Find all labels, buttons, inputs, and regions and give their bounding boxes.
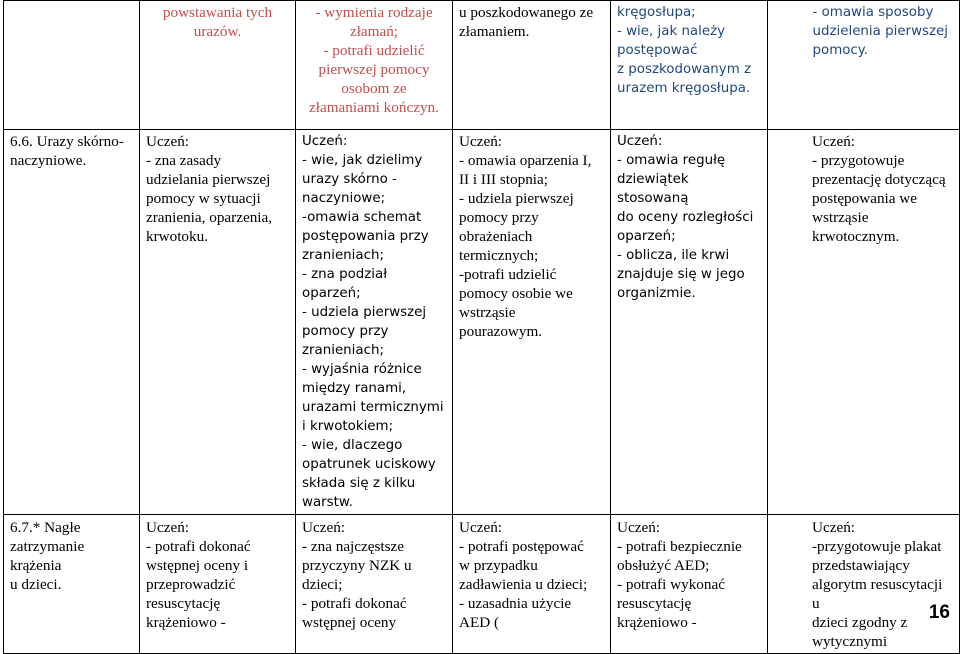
table-cell: Uczeń: - potrafi dokonać wstępnej oceny i przeprowadzić resuscytację krążeniowo -	[140, 515, 296, 654]
table-cell: - wymienia rodzaje złamań; - potrafi udzielić pierwszej pomocy osobom ze złamaniami kończyn.	[296, 1, 453, 130]
table-cell: Uczeń: - zna zasady udzielania pierwszej pomocy w sytuacji zranienia, oparzenia, krwotoku.	[140, 130, 296, 515]
table-row	[4, 515, 960, 654]
table-cell	[768, 1, 807, 130]
table-cell: Uczeń: - potrafi postępować w przypadku zadławienia u dzieci; - uzasadnia użycie AED (	[453, 515, 611, 654]
curriculum-table	[3, 0, 960, 654]
table-cell: powstawania tych urazów.	[140, 1, 296, 130]
section-title-cell: 6.6. Urazy skórno- naczyniowe.	[4, 130, 140, 515]
table-cell: Uczeń: - zna najczęstsze przyczyny NZK u dzieci; - potrafi dokonać wstępnej oceny	[296, 515, 453, 654]
table-cell: Uczeń: - potrafi bezpiecznie obsłużyć AED; - potrafi wykonać resuscytację krążeniowo -	[611, 515, 768, 654]
table-cell: kręgosłupa; - wie, jak należy postępować z poszkodowanym z urazem kręgosłupa.	[611, 1, 768, 130]
table-cell: Uczeń: -przygotowuje plakat przedstawiający algorytm resuscytacji u dzieci zgodny z wytycznymi	[768, 515, 960, 654]
table-cell: u poszkodowanego ze złamaniem.	[453, 1, 611, 130]
table-row	[4, 130, 960, 515]
table-cell: Uczeń: - wie, jak dzielimy urazy skórno - naczyniowe; -omawia schemat postępowania przy zranieniach; - zna podział oparzeń; - udziela pierwszej pomocy przy zranieniach; - wyjaśnia różnice między ranami, urazami termicznymi i krwotokiem; - wie, dlaczego opatrunek uciskowy składa się z kilku warstw.	[296, 130, 453, 515]
table-cell: Uczeń: - omawia oparzenia I, II i III stopnia; - udziela pierwszej pomocy przy obrażeniach termicznych; -potrafi udzielić pomocy osobie we wstrząsie pourazowym.	[453, 130, 611, 515]
table-cell	[4, 1, 140, 130]
page-number: 16	[928, 602, 950, 623]
table-cell: Uczeń: - przygotowuje prezentację dotyczącą postępowania we wstrząsie krwotocznym.	[768, 130, 960, 515]
table-row	[4, 1, 960, 130]
section-title-cell: 6.7.* Nagłe zatrzymanie krążenia u dzieci.	[4, 515, 140, 654]
table-cell: Uczeń: - omawia regułę dziewiątek stosowaną do oceny rozległości oparzeń; - oblicza, ile krwi znajduje się w jego organizmie.	[611, 130, 768, 515]
table-cell: - omawia sposoby udzielenia pierwszej pomocy.	[807, 1, 960, 130]
